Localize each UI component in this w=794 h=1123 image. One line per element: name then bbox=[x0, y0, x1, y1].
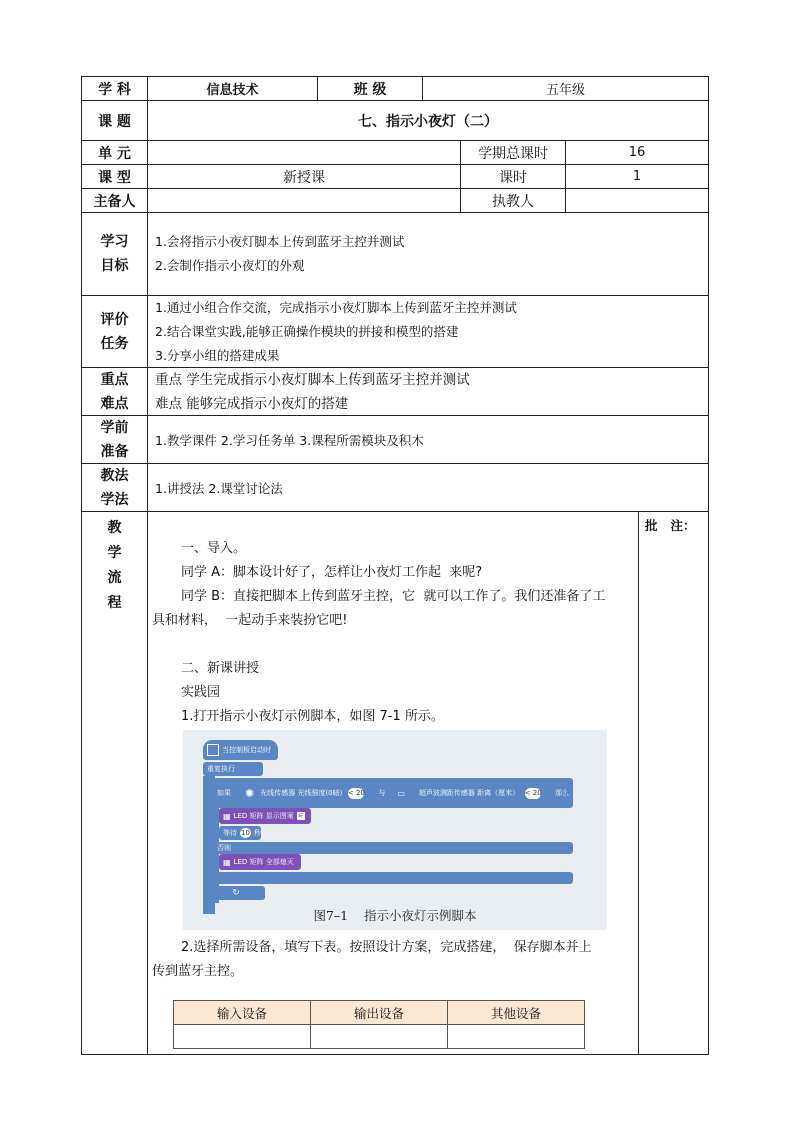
table-row bbox=[174, 1025, 585, 1049]
type-label: 课 型 bbox=[81, 164, 148, 189]
header-input-devices: 输入设备 bbox=[174, 1001, 311, 1025]
notes-cell bbox=[638, 511, 709, 1055]
methods-label: 教法 学法 bbox=[81, 463, 148, 512]
intro-heading: 一、导入。 bbox=[181, 541, 247, 556]
if-end bbox=[213, 872, 573, 884]
threshold-2: < 20 bbox=[524, 789, 542, 797]
threshold-1: < 20 bbox=[347, 789, 365, 797]
notes-label: 批 注： bbox=[645, 518, 696, 533]
goal-item: 1.会将指示小夜灯脚本上传到蓝牙主控并测试 bbox=[155, 234, 405, 249]
preparer-value bbox=[147, 188, 461, 213]
evaluation-item: 1.通过小组合作交流，完成指示小夜灯脚本上传到蓝牙主控并测试 bbox=[155, 299, 517, 315]
step2-text-cont: 传到蓝牙主控。 bbox=[152, 964, 244, 979]
practice-heading: 实践园 bbox=[181, 685, 221, 700]
goal-item: 2.会制作指示小夜灯的外观 bbox=[155, 258, 305, 273]
wait-block: 等待 10 秒 bbox=[219, 826, 261, 840]
led-matrix-icon: ▦ bbox=[223, 811, 231, 821]
keypoint-item: 重点 学生完成指示小夜灯脚本上传到蓝牙主控并测试 bbox=[155, 371, 470, 388]
hat-block: 当控制板启动时 bbox=[203, 740, 278, 760]
example-script-figure bbox=[183, 730, 607, 930]
evaluation-content bbox=[147, 295, 709, 368]
flow-label-cell bbox=[81, 511, 148, 1055]
unit-label: 单 元 bbox=[81, 140, 148, 165]
step1-text: 1.打开指示小夜灯示例脚本，如图 7-1 所示。 bbox=[181, 709, 444, 724]
flow-label-char: 教 bbox=[107, 520, 122, 536]
output-devices-cell[interactable] bbox=[311, 1025, 448, 1049]
led-show-block: ▦ LED 矩阵 显示图案 ⚟ bbox=[219, 808, 311, 824]
evaluation-label: 评价 任务 bbox=[81, 295, 148, 368]
subject-value: 信息技术 bbox=[147, 76, 318, 101]
input-devices-cell[interactable] bbox=[174, 1025, 311, 1049]
header-other-devices: 其他设备 bbox=[448, 1001, 585, 1025]
evaluation-item: 3.分享小组的搭建成果 bbox=[155, 347, 280, 363]
other-devices-cell[interactable] bbox=[448, 1025, 585, 1049]
keypoint-item: 难点 能够完成指示小夜灯的搭建 bbox=[155, 395, 349, 412]
total-hours-value: 16 bbox=[565, 140, 709, 165]
ultrasonic-icon: ▭ bbox=[397, 788, 405, 798]
subject-label: 学 科 bbox=[81, 76, 148, 101]
student-b-line: 同学 B：直接把脚本上传到蓝牙主控，它 就可以工作了。我们还准备了工 bbox=[181, 589, 606, 604]
goals-label: 学习 目标 bbox=[81, 212, 148, 296]
prep-content: 1.教学课件 2.学习任务单 3.课程所需模块及积木 bbox=[147, 415, 709, 464]
device-table bbox=[173, 1000, 585, 1049]
total-hours-label: 学期总课时 bbox=[460, 140, 566, 165]
class-value: 五年级 bbox=[422, 76, 709, 101]
prep-label: 学前 准备 bbox=[81, 415, 148, 464]
flow-label-char: 程 bbox=[107, 595, 122, 611]
loop-block: 重复执行 bbox=[203, 762, 263, 776]
class-label: 班 级 bbox=[317, 76, 423, 101]
led-off-block: ▦ LED 矩阵 全部熄灭 bbox=[219, 854, 301, 870]
header-output-devices: 输出设备 bbox=[311, 1001, 448, 1025]
unit-value bbox=[147, 140, 461, 165]
student-b-line-cont: 具和材料， 一起动手来装扮它吧! bbox=[152, 613, 348, 628]
keypoints-content bbox=[147, 367, 709, 416]
figure-caption: 图7–1 指示小夜灯示例脚本 bbox=[313, 908, 477, 923]
keypoints-label: 重点 难点 bbox=[81, 367, 148, 416]
else-block: 否则 bbox=[213, 842, 573, 854]
teacher-value bbox=[565, 188, 709, 213]
led-matrix-icon: ▦ bbox=[223, 857, 231, 867]
sun-icon: ✺ bbox=[245, 786, 255, 800]
pattern-icon: ⚟ bbox=[297, 812, 305, 820]
wait-value: 10 bbox=[241, 829, 250, 837]
loop-arrow-icon: ↻ bbox=[232, 888, 240, 898]
device-table-header bbox=[174, 1001, 585, 1025]
preparer-label: 主备人 bbox=[81, 188, 148, 213]
goals-content bbox=[147, 212, 709, 296]
loop-end bbox=[203, 886, 265, 900]
flow-label-char: 学 bbox=[107, 545, 122, 561]
topic-label: 课 题 bbox=[81, 100, 148, 141]
new-lesson-heading: 二、新课讲授 bbox=[181, 661, 260, 676]
if-block: 如果 ✺ 光线传感器 光线强度(0暗) < 20 与 ▭ 超声波测距传感器 距离（厘米） < 20 那么 bbox=[213, 778, 573, 808]
step2-text: 2.选择所需设备，填写下表。按照设计方案，完成搭建， 保存脚本并上 bbox=[181, 940, 592, 955]
hours-label: 课时 bbox=[460, 164, 566, 189]
student-a-line: 同学 A：脚本设计好了，怎样让小夜灯工作起 来呢? bbox=[181, 565, 483, 580]
evaluation-item: 2.结合课堂实践,能够正确操作模块的拼接和模型的搭建 bbox=[155, 323, 459, 339]
flow-label-char: 流 bbox=[107, 570, 122, 586]
methods-content: 1.讲授法 2.课堂讨论法 bbox=[147, 463, 709, 512]
type-value: 新授课 bbox=[147, 164, 461, 189]
teacher-label: 执教人 bbox=[460, 188, 566, 213]
hours-value: 1 bbox=[565, 164, 709, 189]
topic-value: 七、指示小夜灯（二） bbox=[147, 100, 709, 141]
